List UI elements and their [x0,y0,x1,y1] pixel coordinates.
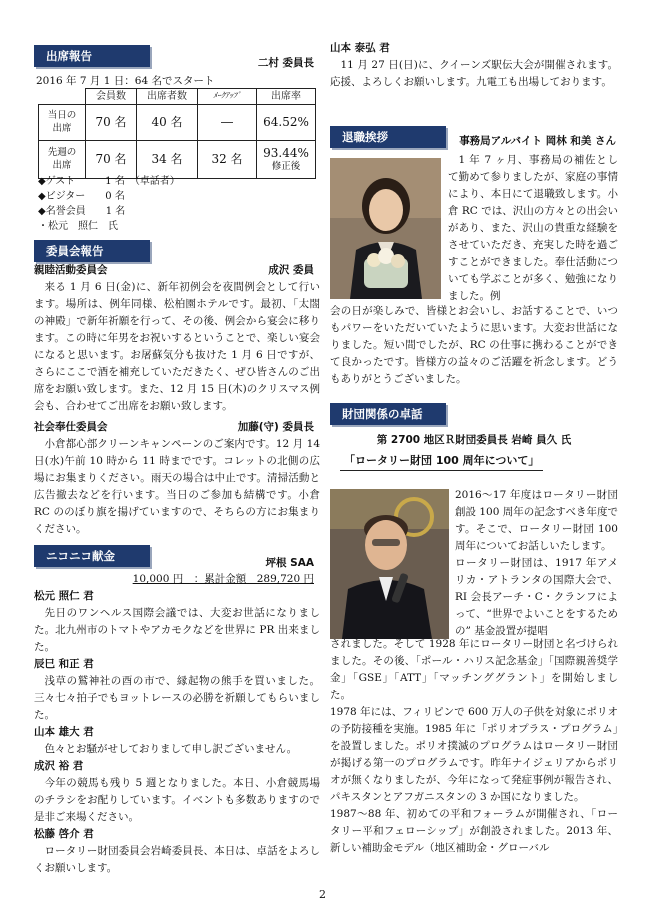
attendance-reporter: 二村 委員長 [257,57,314,69]
committee-item [34,419,320,538]
niconico-body: 色々とお騒がせしておりまして申し訳ございません。 [44,743,298,755]
foundation-body-side: 2016～17 年度はロータリー財団創設 100 周年の記念すべき年度です。そこで、ロータリー財団 100 周年についてお話しいたします。 ロータリー財団は、1917 年アメリカ・アトランタの国際大会で、RI 会長アーチ・C・クランフによって、“世界でよいことをするための” 基金設置が提唱 [455,489,619,637]
attendance-start-line: 2016 年 7 月 1 日：64 名でスタート [36,75,215,87]
committee-body: 来る 1 月 6 日(金)に、新年初例会を夜間例会として行います。場所は、例年同様、松柏園ホテルです。最初、「太閤の神殿」で新年祈願を行って、その後、例会から宴会に移ります。この時に年男をお祝いするということで、楽しい宴会になると思います。お屠蘇気分も抜けた 1 月 6 日ですが、さらにここで酒を補充していただきたく、ぜひ皆さんのご出席をお願い致します。また、12 月 15 日(木)のクリスマス例会も、合わせてご出席をお願い致します。 [34,281,320,412]
committee-person: 成沢 委員 [268,264,314,276]
retiree-photo-image [330,158,441,299]
niconico-name: 松藤 啓介 君 [34,828,94,840]
niconico-name: 山本 雄大 君 [34,726,94,738]
attendance-header-row [39,89,316,105]
committee-title: 親睦活動委員会 [34,264,108,276]
attendance-row-lastweek [39,141,316,179]
retire-body-full: 会の日が楽しみで、皆様とお会いし、お話することで、いつもパワーをいただいていたように思います。大変お世話になりました。短い間でしたが、RC の仕事に携わることができて良かったです。皆様方の益々のご活躍を祈念します。どうもありがとうございました。 [330,305,618,385]
row-members: 70 名 [86,141,137,179]
guest-list [38,174,180,234]
guest-line: ・松元 照仁 氏 [38,221,118,232]
speaker-photo-image [330,489,449,639]
foundation-heading: 財団関係の卓話 [330,403,446,425]
row-rate-note: 修正後 [271,161,301,173]
niconico-body: ロータリー財団委員会岩崎委員長、本日は、卓話をよろしくお願いします。 [34,845,320,874]
attendance-table [38,88,316,179]
niconico-person: 坪根 SAA [265,557,314,569]
speaker-photo [330,489,449,639]
attendance-row-today [39,105,316,141]
niconico-list [34,588,320,877]
niconico-body: 11 月 27 日(日)に、クイーンズ駅伝大会が開催されます。応援、よろしくお願いします。九電工も出場しております。 [330,59,618,88]
niconico-amount: 10,000 円 ：累計金額 289,720 円 [132,573,314,585]
foundation-body-full: されました。そして 1928 年にロータリー財団と名づけられました。その後、「ポール・ハリス記念基金」「国際親善奨学金」「GSE」「ATT」「マッチンググラント」を開始しました。 1978 年には、フィリピンで 600 万人の子供を対象にポリオの予防接種を実施。1985 年に「ポリオプラス・プログラム」を設置しました。ポリオ撲滅のプログラムはロータリー財団が掲げる第一のプログラムです。昨年ナイジェリアからポリオが無くなりましたが、今年になって発症事例が報告され、パキスタンとアフガニスタンの 3 か国になりました。 1987～88 年、初めての平和フォーラムが開催され、「ロータリー平和フェローシップ」が創設されました。2013 年、新しい補助金モデル（地区補助金・グローバル [330,638,618,854]
committee-heading: 委員会報告 [34,240,150,262]
committee-title: 社会奉仕委員会 [34,421,108,433]
niconico-heading: ニコニコ献金 [34,545,150,567]
attendance-col-0 [39,89,86,105]
row-rate: 64.52% [257,105,316,141]
attendance-col-makeup: ﾒｰｸｱｯﾌﾟ [198,89,257,105]
row-rate: 93.44% [263,146,309,161]
row-makeup: 32 名 [198,141,257,179]
niconico-continued [330,40,618,91]
attendance-col-rate: 出席率 [257,89,316,105]
attendance-heading: 出席報告 [34,45,150,67]
retiree-photo [330,158,441,299]
row-members: 70 名 [86,105,137,141]
niconico-body: 今年の競馬も残り 5 週となりました。本日、小倉競馬場のチラシをお配りしています。イベントも多数ありますので是非ご来場ください。 [34,777,320,823]
row-label: 当日の 出席 [39,105,86,141]
attendance-col-members: 会員数 [86,89,137,105]
row-attendees: 40 名 [137,105,198,141]
guest-line: ◆名誉会員 1 名 [38,206,126,217]
row-makeup: ― [198,105,257,141]
niconico-body: 浅草の鷲神社の酉の市で、縁起物の熊手を買いました。三々七々拍子でもヨットレースの必勝を祈願してもらいました。 [34,675,320,721]
niconico-body: 先日のワンヘルス国際会議では、大変お世話になりました。北九州市のトマトやアカモクなどを世界に PR 出来ました。 [34,607,320,653]
committee-person: 加藤(守) 委員長 [237,421,314,433]
foundation-speaker: 第 2700 地区Ｒ財団委員長 岩崎 員久 氏 [376,434,572,446]
page-number: 2 [319,888,326,901]
niconico-name: 成沢 裕 君 [34,760,84,772]
niconico-name: 辰巳 和正 君 [34,658,94,670]
niconico-name: 松元 照仁 君 [34,590,94,602]
foundation-title: 「ロータリー財団 100 周年について」 [340,452,543,471]
committee-body: 小倉都心部クリーンキャンペーンのご案内です。12 月 14 日(水)午前 10 時から 11 時までです。コレットの北側の広場にお集まりください。雨天の場合は中止です。清掃活動と広告撤去などを行います。当日のご参加も結構です。小倉 RC ののぼり旗を揚げていますので、そちらの方にお集まりください。 [34,438,320,535]
retire-body-side: 1 年 7 ヶ月、事務局の補佐として勤めて参りましたが、家庭の事情により、本日にて退職致します。小倉 RC では、沢山の方々との出会いがあり、また、沢山の貴重な経験をさせていただき、充実した時を過ごすことができました。奉仕活動についても学ぶことが多く、勉強になりました。例 [448,154,618,302]
row-attendees: 34 名 [137,141,198,179]
row-label: 先週の 出席 [39,141,86,179]
retire-heading: 退職挨拶 [330,126,446,148]
retire-person: 事務局アルバイト 岡林 和美 さん [459,135,616,147]
niconico-name: 山本 泰弘 君 [330,42,390,54]
row-rate-cell [257,141,316,179]
attendance-col-attendees: 出席者数 [137,89,198,105]
guest-line: ◆ゲスト 1 名 （卓話者） [38,176,180,187]
guest-line: ◆ビジター 0 名 [38,191,125,202]
committee-item [34,262,320,415]
